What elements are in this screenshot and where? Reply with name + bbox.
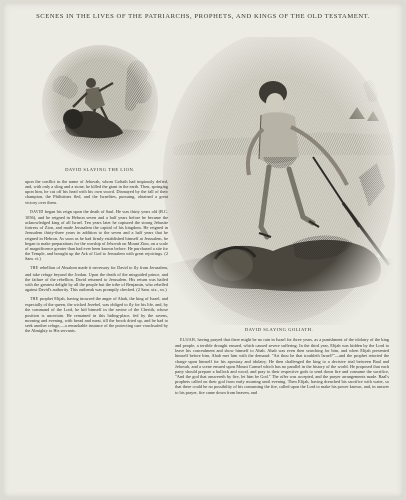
left-paragraph-3-body: rebellion of Absalom made it necessary for David to fly from Jerusalem, and take refuge beyond the Jordan. Upon the death of the misguided prince, and the failure of the rebellion, David returned to Jerusalem. His return was hailed with the greatest delight by all the people but the tribe of Benjamin, who rebelled against David's authority. This outbreak was promptly checked. (2 Sam. xix., xx.): [25, 265, 168, 292]
left-paragraph-4: [25, 296, 168, 333]
left-paragraph-3: [25, 265, 168, 292]
left-paragraph-2-lead: DAVID: [30, 209, 44, 214]
left-column: [25, 179, 168, 337]
lion-engraving: [39, 41, 161, 163]
right-paragraph-1-body: having prayed that there might be no rain in Israel for three years, as a punishment of the idolatry of the king and people, a terrible drought ensued, which caused severe suffering. In the third year, Elijah was bidden by the Lord to leave his concealment and show himself to Ahab. Ahab was even then searching for him, and when Elijah presented himself before him, Ahab met him with the demand: "Art thou he that troubleth Israel?"—and the prophet retorted the charge upon himself for his apostasy and idolatry. He then challenged the king to a decisive trial between Baal and Jehovah, and a scene ensued upon Mount Carmel which has no parallel in the history of the world. He proposed that each party should prepare a bullock and wood, and pray to their respective gods to send down fire and consume the sacrifice, "And the god that answereth by fire, let him be God." The offer was accepted, and the prayer arrangements made. Baal's prophets called on their god from early morning until evening. Then Elijah, having drenched his sacrifice with water, so that there could be no possibility of his consuming the fire, called upon the Lord to make his power known, and, in answer to his prayer, fire came down from heaven, and: [175, 337, 389, 395]
figure-david-lion: [39, 41, 161, 163]
left-paragraph-3-lead: THE: [30, 266, 39, 271]
left-paragraph-4-body: prophet Elijah, having incurred the anger of Ahab, the king of Israel, and especially of the queen, the wicked Jezebel, was obliged to fly for his life, and, by the command of the Lord, he hid himself in the ravine of the Cherith, whose position is uncertain. He remained in this hiding-place, fed by the ravens, morning and evening, with bread and meat, till the brook dried up, and he had to seek another refuge,—a remarkable instance of the protecting care vouchsafed by the Almighty to His servants.: [25, 296, 168, 334]
caption-david-lion: DAVID SLAYING THE LION.: [65, 167, 135, 172]
page-header: SCENES IN THE LIVES OF THE PATRIARCHS, PROPHETS, AND KINGS OF THE OLD TESTAMENT.: [36, 13, 370, 20]
left-paragraph-1: upon the conflict in the name of Jehovah, whom Goliath had impiously defied, and, with only a sling and a stone, he killed the giant in the earth. Then, springing upon him, he cut off his head with his own sword. Dismayed by the fall of their champion, the Philistines fled, and the Israelites, pursuing, obtained a great victory over them.: [25, 179, 168, 205]
figure-david-goliath: [163, 37, 395, 325]
right-paragraph-1-lead: ELIJAH,: [180, 338, 197, 342]
right-paragraph-1: [175, 337, 389, 395]
caption-david-goliath: DAVID SLAYING GOLIATH.: [244, 327, 314, 332]
left-paragraph-4-lead: THE: [30, 297, 39, 302]
goliath-engraving: [163, 37, 395, 325]
left-paragraph-2: [25, 209, 168, 262]
left-paragraph-2-body: began his reign upon the death of Saul. He was thirty years old (B.C. 1056), and he reigned in Hebron seven and a half years before he became the acknowledged king of all Israel. Ten years later he captured the strong Jebusite fortress of Zion, and made Jerusalem the capital of his kingdom. He reigned in Jerusalem thirty-three years in addition to the seven and a half years that he reigned in Hebron. As soon as he had firmly established himself at Jerusalem, he began to make preparations for the worship of Jehovah on Mount Zion, on a scale of magnificence greater than had ever been known before. He purchased a site for the Temple, and brought up the Ark of God to Jerusalem with great rejoicings. (2 Sam. vi.): [25, 208, 168, 262]
right-column: [175, 337, 389, 399]
page-sheet: [3, 3, 403, 497]
